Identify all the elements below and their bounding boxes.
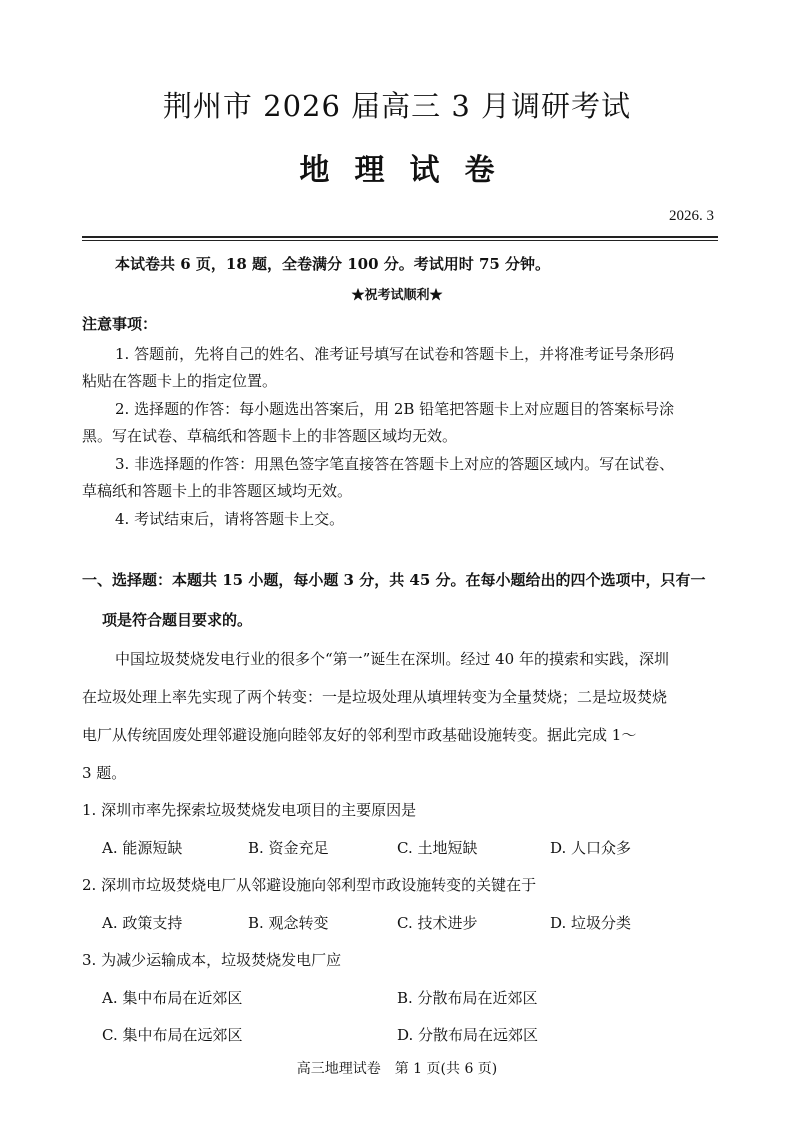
question-1-option-a: A. 能源短缺 [102,839,183,857]
notice-item-2-line-1: 2. 选择题的作答：每小题选出答案后，用 2B 铅笔把答题卡上对应题目的答案标号涂 [115,400,675,418]
passage-line-2: 在垃圾处理上率先实现了两个转变：一是垃圾处理从填埋转变为全量焚烧；二是垃圾焚烧 [82,688,668,706]
question-2-option-d: D. 垃圾分类 [550,914,632,932]
question-1-option-c: C. 土地短缺 [397,839,478,857]
notice-item-3-line-1: 3. 非选择题的作答：用黑色签字笔直接答在答题卡上对应的答题区域内。写在试卷、 [115,455,675,473]
question-2-stem: 2. 深圳市垃圾焚烧电厂从邻避设施向邻利型市政设施转变的关键在于 [82,876,537,894]
question-3-option-d: D. 分散布局在远郊区 [397,1026,539,1044]
section-heading-cont: 项是符合题目要求的。 [102,611,253,629]
exam-intro: 本试卷共 6 页，18 题，全卷满分 100 分。考试用时 75 分钟。 [115,255,551,273]
exam-date: 2026. 3 [669,208,714,224]
question-1-option-b: B. 资金充足 [248,839,329,857]
question-1-option-d: D. 人口众多 [550,839,632,857]
question-2-option-a: A. 政策支持 [102,914,183,932]
notice-title: 注意事项： [82,315,158,333]
question-3-option-a: A. 集中布局在近郊区 [102,989,243,1007]
header-divider-thin [82,240,718,241]
question-1-stem: 1. 深圳市率先探索垃圾焚烧发电项目的主要原因是 [82,801,417,819]
question-3-option-c: C. 集中布局在远郊区 [102,1026,243,1044]
page-footer: 高三地理试卷 第 1 页(共 6 页) [296,1061,498,1077]
notice-item-2-line-2: 黑。写在试卷、草稿纸和答题卡上的非答题区域均无效。 [82,427,458,445]
subject-title: 地理试卷 [299,153,520,188]
question-2-option-b: B. 观念转变 [248,914,329,932]
question-3-stem: 3. 为减少运输成本，垃圾焚烧发电厂应 [82,951,342,969]
passage-line-4: 3 题。 [82,764,127,782]
notice-item-1-line-2: 粘贴在答题卡上的指定位置。 [82,372,278,390]
question-2-option-c: C. 技术进步 [397,914,478,932]
passage-line-1: 中国垃圾焚烧发电行业的很多个“第一”诞生在深圳。经过 40 年的摸索和实践，深圳 [115,650,669,668]
question-3-option-b: B. 分散布局在近郊区 [397,989,538,1007]
notice-item-3-line-2: 草稿纸和答题卡上的非答题区域均无效。 [82,482,353,500]
section-heading: 一、选择题：本题共 15 小题，每小题 3 分，共 45 分。在每小题给出的四个选项中，只有一 [82,571,706,589]
notice-item-1-line-1: 1. 答题前，先将自己的姓名、准考证号填写在试卷和答题卡上，并将准考证号条形码 [115,345,675,363]
passage-line-3: 电厂从传统固废处理邻避设施向睦邻友好的邻利型市政基础设施转变。据此完成 1～ [82,726,637,744]
header-divider-thick [82,236,718,238]
notice-item-4: 4. 考试结束后，请将答题卡上交。 [115,510,345,528]
exam-title: 荆州市 2026 届高三 3 月调研考试 [162,89,632,123]
good-luck-banner: ★祝考试顺利★ [351,288,443,303]
